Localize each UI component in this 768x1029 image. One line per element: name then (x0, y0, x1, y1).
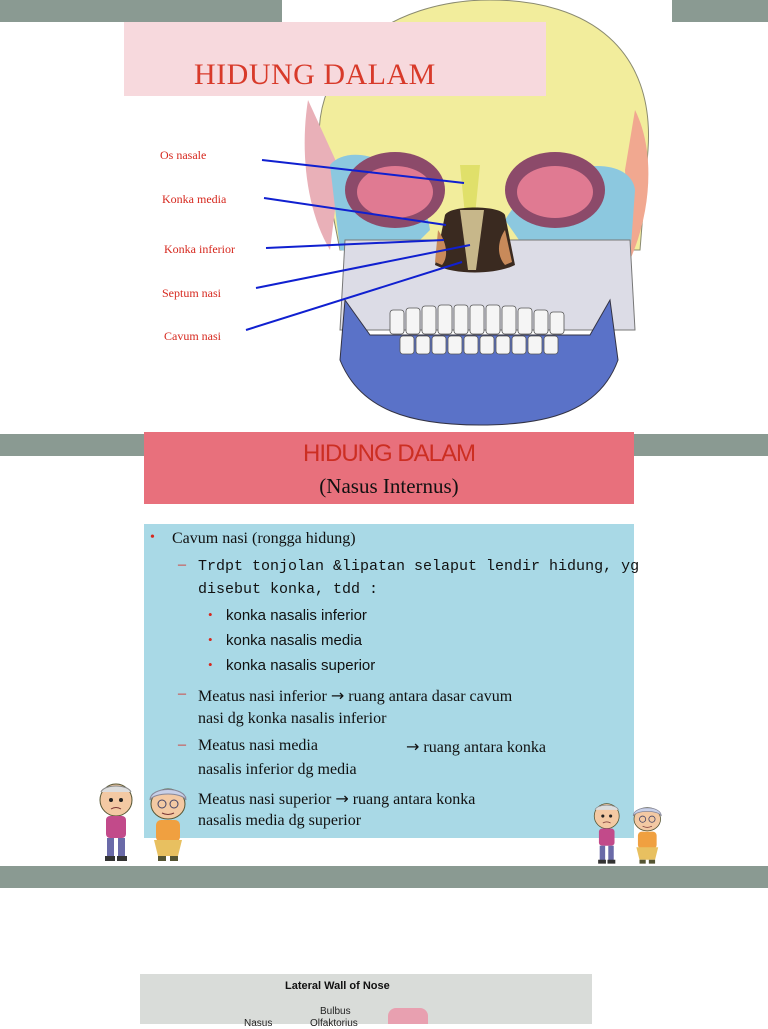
label-bulbus: Bulbus (320, 1006, 351, 1017)
label-konka-media: Konka media (162, 192, 227, 206)
figure-caption: Lateral Wall of Nose (285, 980, 390, 992)
label-olfaktorius: Olfaktorius (310, 1018, 358, 1029)
slide1-title: HIDUNG DALAM (194, 58, 436, 91)
figure-tissue (388, 1008, 428, 1024)
right-arrow-icon: → (406, 737, 420, 756)
dash-marker: – (178, 685, 186, 702)
label-pointer-lines (0, 0, 768, 430)
sub-bullet-dot: • (208, 657, 213, 672)
slide2-title-box (144, 432, 634, 504)
label-nasus: Nasus (244, 1018, 273, 1029)
sub-bullet-dot: • (208, 632, 213, 647)
right-arrow-icon: → (330, 686, 345, 705)
label-cavum-nasi: Cavum nasi (164, 329, 221, 343)
slide2-subtitle: (Nasus Internus) (319, 474, 459, 498)
dash-marker: – (178, 556, 186, 573)
label-os-nasale: Os nasale (160, 148, 207, 162)
dash2-line1: Meatus nasi inferior → ruang antara dasar cavum (198, 686, 513, 705)
dash1-line1: Trdpt tonjolan &lipatan selaput lendir hidung, yg (198, 558, 640, 575)
dash3-line1a: Meatus nasi media (198, 737, 318, 754)
bullet-cavum-nasi: Cavum nasi (rongga hidung) (172, 530, 356, 547)
label-konka-inferior: Konka inferior (164, 242, 235, 256)
slide2-title: HIDUNG DALAM (302, 440, 476, 467)
lateral-wall-figure (140, 974, 592, 1029)
right-arrow-icon: → (335, 789, 349, 808)
cartoon-grandparents-left-icon (92, 782, 192, 864)
dash-marker: – (178, 736, 186, 753)
bullet-dot: • (150, 530, 155, 545)
slide-divider-bottom (0, 866, 768, 888)
sub-item-inferior: konka nasalis inferior (226, 607, 367, 624)
slide2-content-box (144, 524, 640, 838)
slide-divider-mid-right (634, 434, 768, 456)
sub-bullet-dot: • (208, 607, 213, 622)
dash4-line1: Meatus nasi superior → ruang antara konka (198, 789, 476, 808)
sub-item-media: konka nasalis media (226, 632, 362, 649)
dash2-line2: nasi dg konka nasalis inferior (198, 710, 387, 727)
slide-divider-mid-left (0, 434, 144, 456)
dash1-line2: disebut konka, tdd : (198, 581, 379, 598)
dash3-line2: nasalis inferior dg media (198, 761, 357, 778)
label-septum-nasi: Septum nasi (162, 286, 221, 300)
sub-item-superior: konka nasalis superior (226, 657, 376, 674)
dash3-line1b: → ruang antara konka (406, 737, 547, 756)
dash4-line2: nasalis media dg superior (198, 812, 362, 829)
cartoon-grandparents-right-icon (588, 802, 666, 866)
